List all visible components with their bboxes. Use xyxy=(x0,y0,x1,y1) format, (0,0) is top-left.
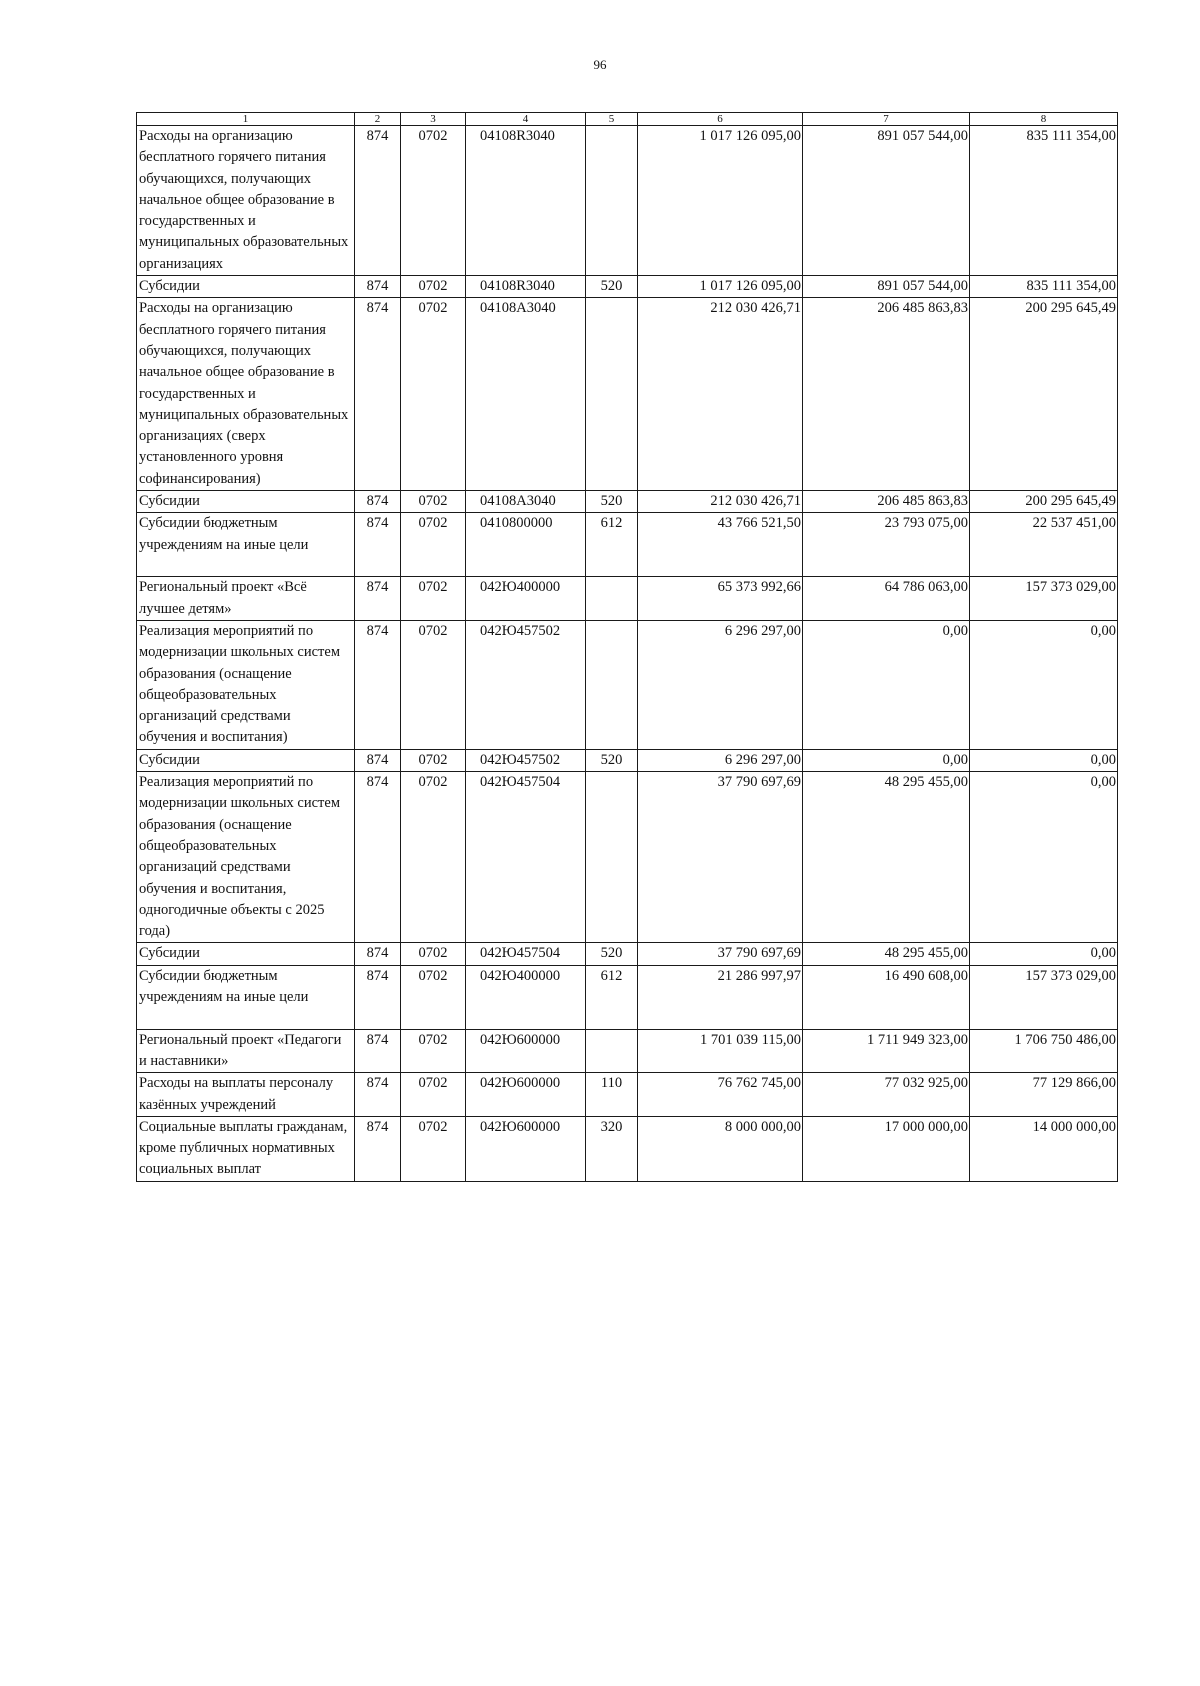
row-c7: 1 711 949 323,00 xyxy=(803,1029,970,1073)
row-c5: 612 xyxy=(586,513,638,577)
row-c3: 0702 xyxy=(401,126,466,276)
row-c4: 042Ю400000 xyxy=(466,965,586,1029)
row-c5 xyxy=(586,1029,638,1073)
row-c8: 835 111 354,00 xyxy=(970,126,1118,276)
row-c7: 0,00 xyxy=(803,749,970,771)
row-name: Региональный проект «Педагоги и наставники» xyxy=(137,1029,355,1073)
row-c7: 23 793 075,00 xyxy=(803,513,970,577)
row-c6: 212 030 426,71 xyxy=(638,491,803,513)
column-header: 3 xyxy=(401,113,466,126)
row-name: Расходы на организацию бесплатного горячего питания обучающихся, получающих начальное общее образование в государственных и муниципальных образовательных организациях xyxy=(137,126,355,276)
row-c3: 0702 xyxy=(401,1029,466,1073)
row-c6: 43 766 521,50 xyxy=(638,513,803,577)
row-c8: 1 706 750 486,00 xyxy=(970,1029,1118,1073)
row-c3: 0702 xyxy=(401,749,466,771)
row-name: Субсидии бюджетным учреждениям на иные цели xyxy=(137,965,355,1029)
row-c5: 320 xyxy=(586,1116,638,1181)
row-c2: 874 xyxy=(355,513,401,577)
table-row xyxy=(137,749,1118,771)
row-c3: 0702 xyxy=(401,276,466,298)
table-row xyxy=(137,276,1118,298)
row-c4: 042Ю457502 xyxy=(466,749,586,771)
row-c6: 65 373 992,66 xyxy=(638,577,803,621)
page-number: 96 xyxy=(593,57,607,72)
row-c2: 874 xyxy=(355,749,401,771)
row-c8: 157 373 029,00 xyxy=(970,965,1118,1029)
row-c3: 0702 xyxy=(401,491,466,513)
row-c6: 6 296 297,00 xyxy=(638,620,803,749)
row-name: Субсидии xyxy=(137,749,355,771)
row-c8: 77 129 866,00 xyxy=(970,1073,1118,1117)
row-c6: 21 286 997,97 xyxy=(638,965,803,1029)
row-c4: 04108R3040 xyxy=(466,276,586,298)
row-c5: 110 xyxy=(586,1073,638,1117)
row-c4: 04108R3040 xyxy=(466,126,586,276)
row-c8: 0,00 xyxy=(970,772,1118,943)
row-c6: 76 762 745,00 xyxy=(638,1073,803,1117)
table-row xyxy=(137,298,1118,491)
row-c7: 206 485 863,83 xyxy=(803,491,970,513)
row-c5: 520 xyxy=(586,276,638,298)
row-c7: 0,00 xyxy=(803,620,970,749)
row-c2: 874 xyxy=(355,276,401,298)
column-number-row xyxy=(137,113,1118,126)
row-c3: 0702 xyxy=(401,1073,466,1117)
row-c6: 6 296 297,00 xyxy=(638,749,803,771)
row-c3: 0702 xyxy=(401,298,466,491)
row-c2: 874 xyxy=(355,491,401,513)
row-c3: 0702 xyxy=(401,513,466,577)
row-c8: 157 373 029,00 xyxy=(970,577,1118,621)
column-header: 5 xyxy=(586,113,638,126)
row-c5 xyxy=(586,298,638,491)
row-c2: 874 xyxy=(355,577,401,621)
row-c3: 0702 xyxy=(401,772,466,943)
row-name: Реализация мероприятий по модернизации школьных систем образования (оснащение общеобразовательных организаций средствами обучения и воспитания, одногодичные объекты с 2025 года) xyxy=(137,772,355,943)
row-c5 xyxy=(586,772,638,943)
row-c6: 212 030 426,71 xyxy=(638,298,803,491)
column-header: 6 xyxy=(638,113,803,126)
row-c6: 1 701 039 115,00 xyxy=(638,1029,803,1073)
row-name: Расходы на выплаты персоналу казённых учреждений xyxy=(137,1073,355,1117)
row-c6: 37 790 697,69 xyxy=(638,943,803,965)
row-c7: 77 032 925,00 xyxy=(803,1073,970,1117)
row-c8: 200 295 645,49 xyxy=(970,491,1118,513)
row-c4: 042Ю457502 xyxy=(466,620,586,749)
row-c6: 1 017 126 095,00 xyxy=(638,126,803,276)
row-c8: 200 295 645,49 xyxy=(970,298,1118,491)
row-c3: 0702 xyxy=(401,965,466,1029)
row-c3: 0702 xyxy=(401,620,466,749)
column-header: 8 xyxy=(970,113,1118,126)
row-c2: 874 xyxy=(355,1073,401,1117)
row-c6: 37 790 697,69 xyxy=(638,772,803,943)
row-c6: 8 000 000,00 xyxy=(638,1116,803,1181)
row-name: Субсидии xyxy=(137,276,355,298)
row-c5: 520 xyxy=(586,749,638,771)
row-c2: 874 xyxy=(355,298,401,491)
row-c4: 04108A3040 xyxy=(466,491,586,513)
row-c8: 0,00 xyxy=(970,749,1118,771)
row-c7: 64 786 063,00 xyxy=(803,577,970,621)
table-row xyxy=(137,620,1118,749)
table-row xyxy=(137,1116,1118,1181)
row-c8: 835 111 354,00 xyxy=(970,276,1118,298)
table-row xyxy=(137,965,1118,1029)
row-c2: 874 xyxy=(355,126,401,276)
column-header: 1 xyxy=(137,113,355,126)
row-c4: 04108A3040 xyxy=(466,298,586,491)
row-c3: 0702 xyxy=(401,1116,466,1181)
row-c7: 206 485 863,83 xyxy=(803,298,970,491)
row-c2: 874 xyxy=(355,1116,401,1181)
column-header: 2 xyxy=(355,113,401,126)
table-row xyxy=(137,772,1118,943)
row-c3: 0702 xyxy=(401,577,466,621)
row-c2: 874 xyxy=(355,965,401,1029)
row-c3: 0702 xyxy=(401,943,466,965)
row-c8: 14 000 000,00 xyxy=(970,1116,1118,1181)
row-c8: 0,00 xyxy=(970,943,1118,965)
table-row xyxy=(137,1073,1118,1117)
table-row xyxy=(137,943,1118,965)
row-c2: 874 xyxy=(355,1029,401,1073)
row-name: Субсидии бюджетным учреждениям на иные цели xyxy=(137,513,355,577)
row-c2: 874 xyxy=(355,772,401,943)
table-row xyxy=(137,126,1118,276)
row-c8: 0,00 xyxy=(970,620,1118,749)
row-c7: 16 490 608,00 xyxy=(803,965,970,1029)
row-c2: 874 xyxy=(355,620,401,749)
row-c2: 874 xyxy=(355,943,401,965)
row-c7: 48 295 455,00 xyxy=(803,943,970,965)
row-c5: 520 xyxy=(586,491,638,513)
row-name: Региональный проект «Всё лучшее детям» xyxy=(137,577,355,621)
row-c5 xyxy=(586,126,638,276)
row-c8: 22 537 451,00 xyxy=(970,513,1118,577)
table-row xyxy=(137,1029,1118,1073)
row-name: Реализация мероприятий по модернизации школьных систем образования (оснащение общеобразовательных организаций средствами обучения и воспитания) xyxy=(137,620,355,749)
row-c4: 042Ю600000 xyxy=(466,1073,586,1117)
row-c5 xyxy=(586,577,638,621)
row-c6: 1 017 126 095,00 xyxy=(638,276,803,298)
column-header: 4 xyxy=(466,113,586,126)
row-name: Субсидии xyxy=(137,491,355,513)
row-c4: 042Ю600000 xyxy=(466,1116,586,1181)
row-name: Социальные выплаты гражданам, кроме публичных нормативных социальных выплат xyxy=(137,1116,355,1181)
row-c5 xyxy=(586,620,638,749)
row-c7: 48 295 455,00 xyxy=(803,772,970,943)
row-c4: 042Ю457504 xyxy=(466,772,586,943)
column-header: 7 xyxy=(803,113,970,126)
row-c4: 042Ю400000 xyxy=(466,577,586,621)
table-row xyxy=(137,513,1118,577)
row-c4: 0410800000 xyxy=(466,513,586,577)
row-c7: 891 057 544,00 xyxy=(803,126,970,276)
table-row xyxy=(137,577,1118,621)
row-name: Расходы на организацию бесплатного горячего питания обучающихся, получающих начальное общее образование в государственных и муниципальных образовательных организациях (сверх установленного уровня софинансирования) xyxy=(137,298,355,491)
row-c5: 612 xyxy=(586,965,638,1029)
budget-table xyxy=(136,112,1118,1182)
table-row xyxy=(137,491,1118,513)
row-c4: 042Ю600000 xyxy=(466,1029,586,1073)
row-name: Субсидии xyxy=(137,943,355,965)
row-c7: 891 057 544,00 xyxy=(803,276,970,298)
row-c5: 520 xyxy=(586,943,638,965)
row-c4: 042Ю457504 xyxy=(466,943,586,965)
row-c7: 17 000 000,00 xyxy=(803,1116,970,1181)
